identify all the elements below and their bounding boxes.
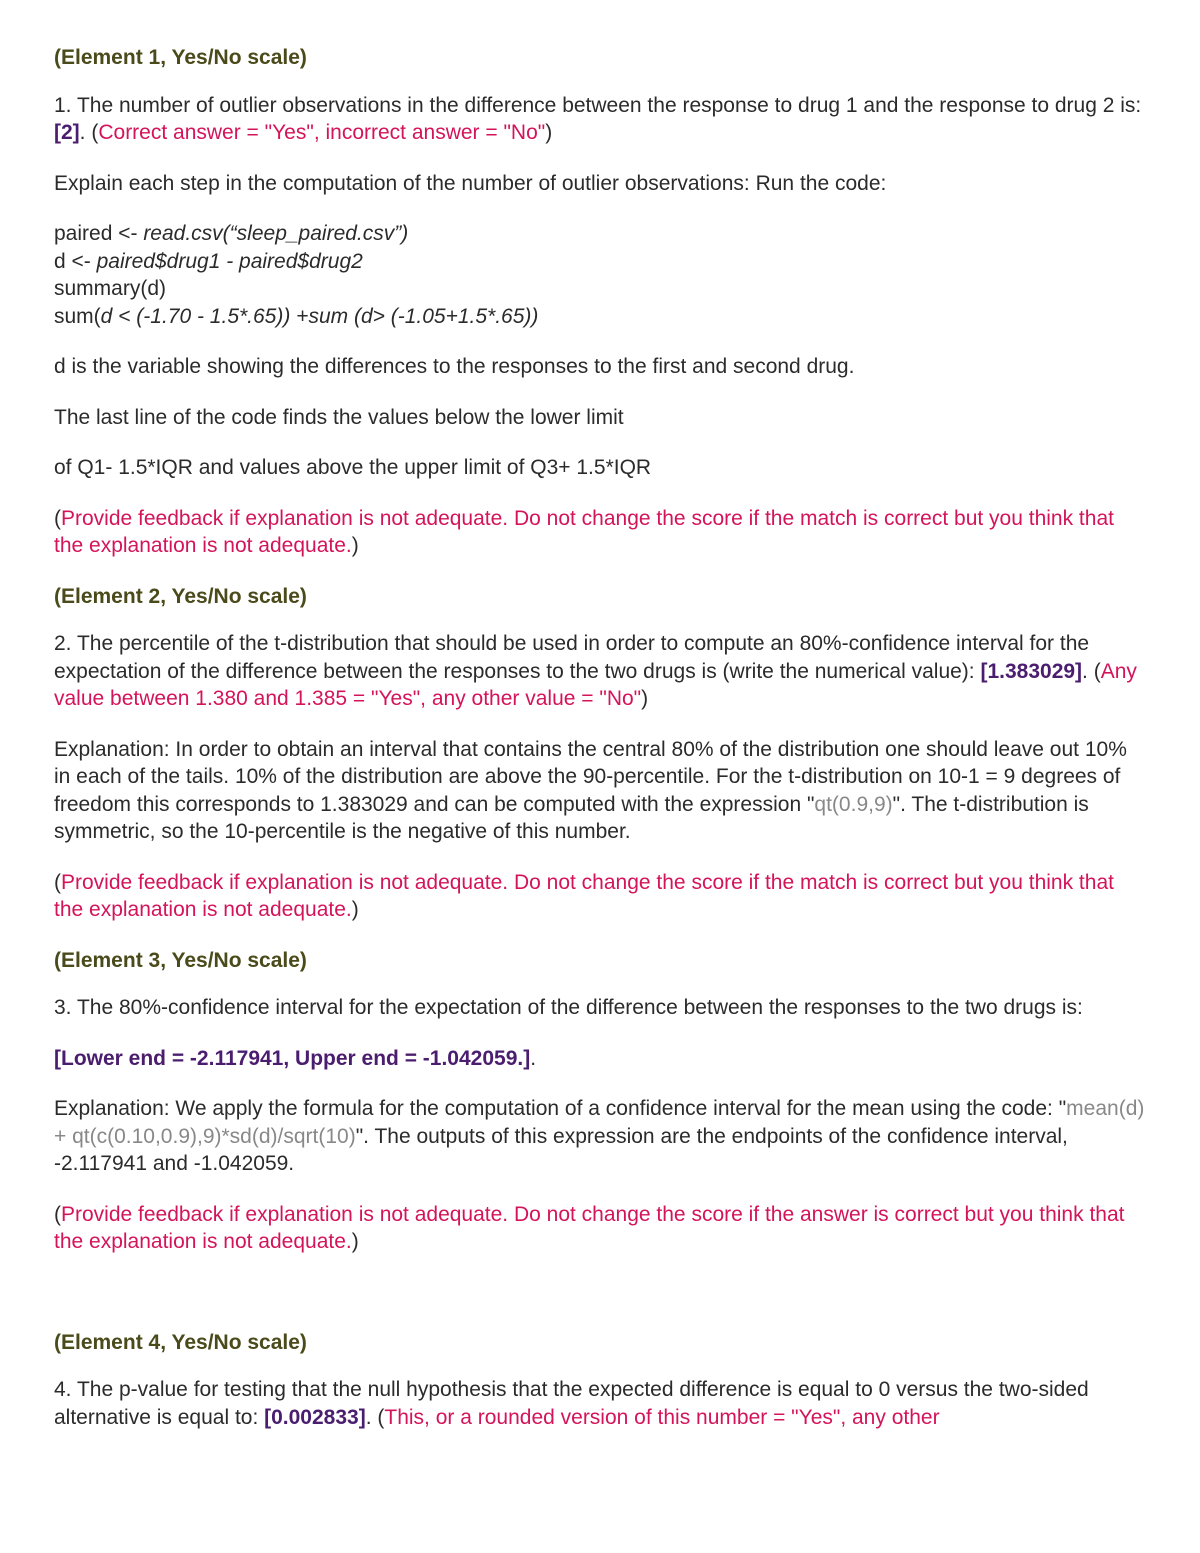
element-3-heading: (Element 3, Yes/No scale)	[54, 948, 307, 972]
element-1-scoring-rule: Correct answer = "Yes", incorrect answer = "No"	[98, 121, 546, 144]
element-2-explanation: Explanation: In order to obtain an interval that contains the central 80% of the distribution one should leave out 10% in each of the tails. 10% of the distribution are above the 90-percentile. For the t-distribution on 10-1 = 9 degrees of freedom this corresponds to 1.383029 and can be computed with the expression "qt(0.9,9)". The t-distribution is symmetric, so the 10-percentile is the negative of this number.	[54, 737, 1127, 843]
element-4-question: 4. The p-value for testing that the null hypothesis that the expected difference is equal to 0 versus the two-sided alternative is equal to: [0.002833]. (This, or a rounded version of this number = "Yes", any other	[54, 1378, 1089, 1429]
element-2-scoring-rule: Any value between 1.380 and 1.385 = "Yes", any other value = "No"	[54, 659, 1137, 710]
element-1-heading: (Element 1, Yes/No scale)	[54, 46, 307, 69]
code-line-3: summary(d)	[54, 277, 167, 300]
element-1-explain-limits: of Q1- 1.5*IQR and values above the upper limit of Q3+ 1.5*IQR	[54, 456, 652, 479]
element-4-heading: (Element 4, Yes/No scale)	[54, 1330, 307, 1354]
element-3-question: 3. The 80%-confidence interval for the expectation of the difference between the responses to the two drugs is:	[54, 996, 1083, 1019]
code-line-1: paired <- read.csv(“sleep_paired.csv”)	[54, 222, 409, 245]
element-1-answer: [2]	[54, 121, 80, 144]
element-1-explain-d: d is the variable showing the differences to the responses to the first and second drug.	[54, 355, 855, 378]
code-line-4: sum(d < (-1.70 - 1.5*.65)) +sum (d> (-1.05+1.5*.65))	[54, 304, 539, 328]
element-3-feedback-note: (Provide feedback if explanation is not adequate. Do not change the score if the answer is correct but you think that the explanation is not adequate.)	[54, 1202, 1125, 1253]
element-1-explain-intro: Explain each step in the computation of the number of outlier observations: Run the code:	[54, 171, 887, 195]
element-1-feedback-note: (Provide feedback if explanation is not adequate. Do not change the score if the match is correct but you think that the explanation is not adequate.)	[54, 506, 1114, 557]
element-1-question: 1. The number of outlier observations in the difference between the response to drug 1 and the response to drug 2 is: [2]. (Correct answer = "Yes", incorrect answer = "No")	[54, 93, 1142, 144]
section-spacer	[54, 1279, 1146, 1329]
element-2-answer: [1.383029]	[980, 659, 1083, 683]
element-3-explanation: Explanation: We apply the formula for the computation of a confidence interval for the mean using the code: "mean(d) + qt(c(0.10,0.9),9)*sd(d)/sqrt(10)". The outputs of this expression are the endpoints of the confidence interval, -2.117941 and -1.042059.	[54, 1097, 1145, 1175]
element-1-explain-last: The last line of the code finds the values below the lower limit	[54, 405, 624, 429]
element-2-heading: (Element 2, Yes/No scale)	[54, 584, 307, 608]
code-line-2: d <- paired$drug1 - paired$drug2	[54, 249, 363, 273]
element-4-scoring-rule: This, or a rounded version of this number = "Yes", any other	[384, 1405, 940, 1429]
element-3-answer: [Lower end = -2.117941, Upper end = -1.042059.]	[54, 1046, 531, 1070]
element-4-answer: [0.002833]	[264, 1405, 366, 1429]
element-2-question: 2. The percentile of the t-distribution that should be used in order to compute an 80%-confidence interval for the expectation of the difference between the responses to the two drugs is (write the numerical value): [1.383029]. (Any value between 1.380 and 1.385 = "Yes", any other value = "No")	[54, 632, 1137, 710]
element-3-answer-line: [Lower end = -2.117941, Upper end = -1.042059.].	[54, 1046, 537, 1070]
element-2-feedback-note: (Provide feedback if explanation is not adequate. Do not change the score if the match is correct but you think that the explanation is not adequate.)	[54, 870, 1114, 921]
element-1-code-block	[54, 220, 1146, 330]
